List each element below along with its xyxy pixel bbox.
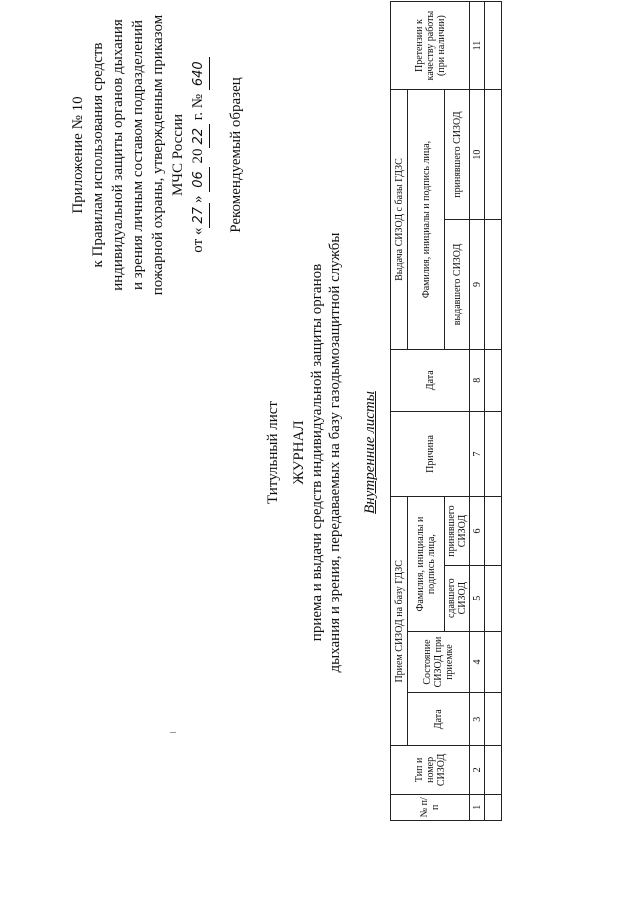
column-numbers-row <box>470 2 485 821</box>
appendix-line: к Правилам использования средств <box>90 42 106 268</box>
column-number: 9 <box>470 220 485 350</box>
appendix-block <box>68 5 210 305</box>
header-issue-issued: выдавшего СИЗОД <box>445 220 470 350</box>
header-receive-fio: Фамилия, инициалы и подпись лица, <box>408 497 445 631</box>
header-receive-state: Состояние СИЗОД при приемке <box>408 631 470 693</box>
recommended-sample: Рекомендуемый образец <box>228 77 244 233</box>
journal-subtitle: дыхания и зрения, передаваемых на базу газодымозащитной службы <box>327 232 343 673</box>
journal-title <box>290 0 344 905</box>
table-cell <box>485 746 502 794</box>
column-number: 5 <box>470 565 485 631</box>
header-receive-handed: сдавшего СИЗОД <box>445 565 470 631</box>
header-issue-fio: Фамилия, инициалы и подпись лица, <box>408 90 445 350</box>
journal-heading: ЖУРНАЛ <box>291 420 307 485</box>
table-cell <box>485 220 502 350</box>
header-group-receive: Прием СИЗОД на базу ГДЗС <box>391 497 408 746</box>
column-number: 3 <box>470 693 485 746</box>
handwritten-day: 27 <box>189 203 210 228</box>
column-number: 1 <box>470 794 485 820</box>
handwritten-month: 06 <box>189 167 210 192</box>
journal-subtitle: приема и выдачи средств индивидуальной защиты органов <box>309 263 325 642</box>
inner-sheets-label: Внутренние листы <box>362 391 378 514</box>
appendix-ministry: МЧС России <box>170 113 186 197</box>
table-cell <box>485 90 502 220</box>
header-receive-accepted: принявшего СИЗОД <box>445 497 470 565</box>
appendix-order-line: от «27» 06 2022 г. № 640 <box>188 5 210 305</box>
title-page-label: Титульный лист <box>265 401 281 504</box>
column-number: 4 <box>470 631 485 693</box>
table-cell <box>485 794 502 820</box>
header-issue-date: Дата <box>391 349 470 411</box>
column-number: 7 <box>470 411 485 497</box>
table-cell <box>485 631 502 693</box>
table-row <box>485 2 502 821</box>
scan-mark <box>170 732 176 733</box>
header-issue-accepted: принявшего СИЗОД <box>445 90 470 220</box>
handwritten-year: 22 <box>189 124 210 149</box>
appendix-number: Приложение № 10 <box>70 96 86 214</box>
column-number: 6 <box>470 497 485 565</box>
appendix-line: индивидуальной защиты органов дыхания <box>110 19 126 291</box>
column-number: 8 <box>470 349 485 411</box>
header-claims: Претензии к качеству работы (при наличии) <box>391 2 470 90</box>
header-receive-date: Дата <box>408 693 470 746</box>
handwritten-order-number: 640 <box>189 57 210 90</box>
appendix-line: пожарной охраны, утвержденным приказом <box>150 14 166 296</box>
journal-table <box>390 1 502 821</box>
table-cell <box>485 349 502 411</box>
table-cell <box>485 411 502 497</box>
header-index: № п/п <box>391 794 470 820</box>
header-group-issue: Выдача СИЗОД с базы ГДЗС <box>391 90 408 350</box>
appendix-line: и зрения личным составом подразделений <box>130 19 146 291</box>
table-cell <box>485 693 502 746</box>
header-type-number: Тип и номер СИЗОД <box>391 746 470 794</box>
table-cell <box>485 497 502 565</box>
table-cell <box>485 565 502 631</box>
header-reason: Причина <box>391 411 470 497</box>
column-number: 2 <box>470 746 485 794</box>
column-number: 11 <box>470 2 485 90</box>
column-number: 10 <box>470 90 485 220</box>
table-cell <box>485 2 502 90</box>
